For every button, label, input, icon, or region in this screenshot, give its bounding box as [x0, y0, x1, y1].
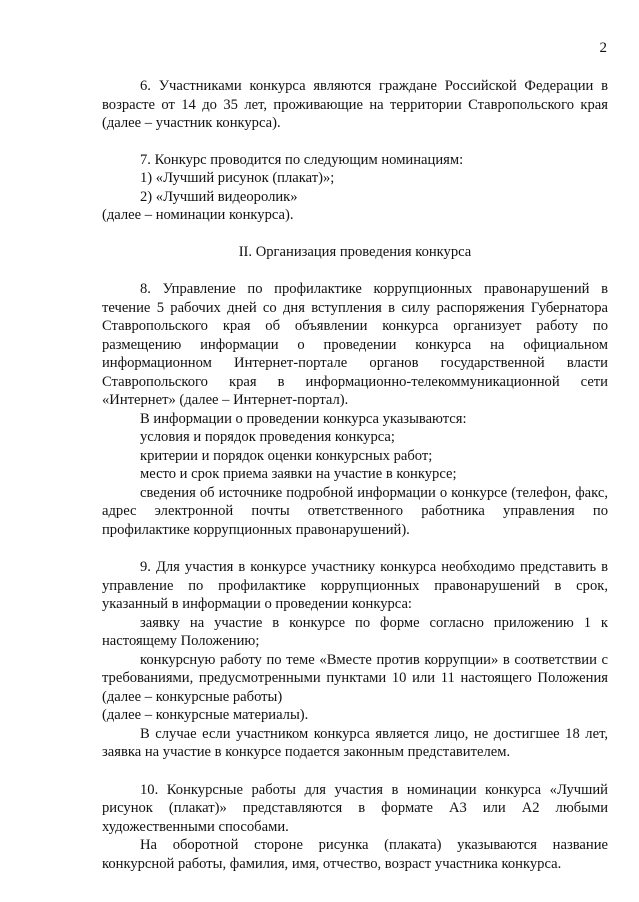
paragraph-10-note: На оборотной стороне рисунка (плаката) указываются название конкурсной работы, фамилия, имя, отчество, возраст участника конкурса. — [102, 837, 608, 872]
paragraph-8-intro: В информации о проведении конкурса указываются: — [140, 410, 467, 427]
paragraph-7: 7. Конкурс проводится по следующим номинациям: — [140, 151, 464, 168]
paragraph-7-tail: (далее – номинации конкурса). — [102, 207, 294, 223]
paragraph-6: 6. Участниками конкурса являются граждане Российской Федерации в возрасте от 14 до 35 лет, проживающие на территории Ставропольского края (далее – участник конкурса). — [102, 78, 608, 131]
paragraph-9-item-1: заявку на участие в конкурсе по форме согласно приложению 1 к настоящему Положению; — [102, 614, 608, 649]
paragraph-9-item-2: конкурсную работу по теме «Вместе против коррупции» в соответствии с требованиями, предусмотренными пунктами 10 или 11 настоящего Положения (далее – конкурсные работы) — [102, 651, 608, 705]
paragraph-8-item-4: сведения об источнике подробной информации о конкурсе (телефон, факс, адрес электронной почты ответственного работника управления по профилактике коррупционных правонарушений). — [102, 484, 608, 538]
paragraph-8-item-2: критерии и порядок оценки конкурсных работ; — [140, 447, 433, 464]
section-heading: II. Организация проведения конкурса — [238, 243, 472, 260]
document-body — [102, 77, 608, 873]
paragraph-9: 9. Для участия в конкурсе участнику конкурса необходимо представить в управление по профилактике коррупционных правонарушений в срок, указанный в информации о проведении конкурса: — [102, 559, 608, 612]
paragraph-8-item-1: условия и порядок проведения конкурса; — [140, 429, 395, 445]
page-number: 2 — [599, 40, 607, 56]
paragraph-8-item-3: место и срок приема заявки на участие в конкурсе; — [140, 466, 457, 482]
paragraph-7-item-1: 1) «Лучший рисунок (плакат)»; — [140, 170, 335, 186]
paragraph-9-note: В случае если участником конкурса является лицо, не достигшее 18 лет, заявка на участие в конкурсе подается законным представителем. — [102, 725, 608, 760]
paragraph-8: 8. Управление по профилактике коррупционных правонарушений в течение 5 рабочих дней со дня вступления в силу распоряжения Губернатора Ставропольского края об объявлении конкурса организует работу по размещению информации о проведении конкурса на официальном информационном Интернет-портале органов государственной власти Ставропольского края в информационно-телекоммуникационной сети «Интернет» (далее – Интернет-портал). — [102, 281, 608, 408]
paragraph-10: 10. Конкурсные работы для участия в номинации конкурса «Лучший рисунок (плакат)» представляются в формате А3 или А2 любыми художественными способами. — [102, 781, 608, 835]
paragraph-9-tail: (далее – конкурсные материалы). — [102, 707, 309, 723]
paragraph-7-item-2: 2) «Лучший видеоролик» — [140, 188, 298, 205]
